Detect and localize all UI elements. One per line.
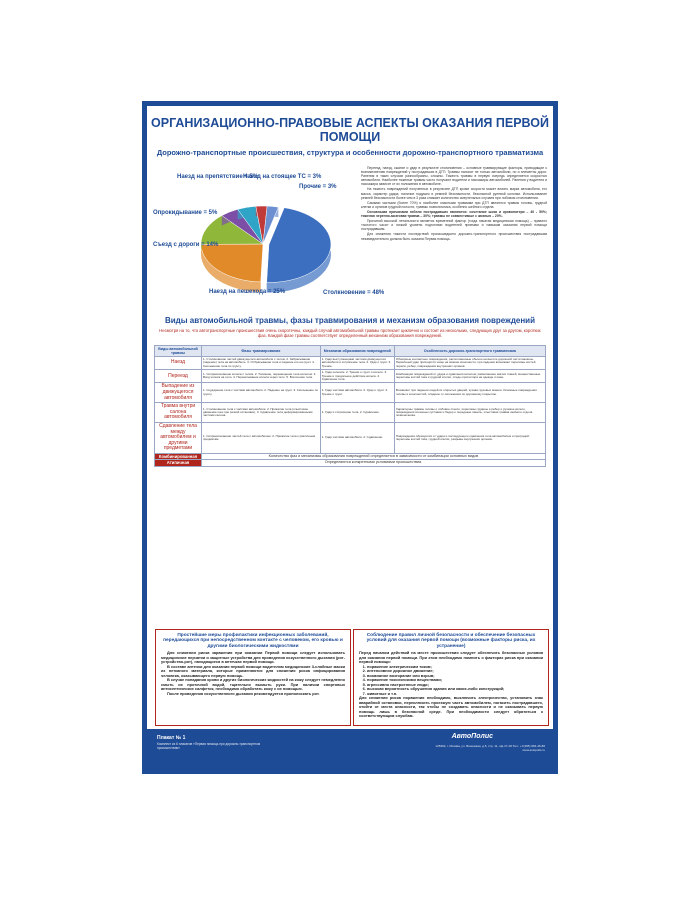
pie-label: Столкновение = 48% (323, 290, 385, 296)
table-cell-wide: Количество фаз и механизмы образования повреждений определяется в зависимости от комбинации основных видов (202, 453, 546, 459)
risk-item: 5. агрессивно настроенные люди; (367, 683, 543, 688)
table-row (155, 370, 546, 383)
table-header: Фазы травмирования (202, 346, 321, 357)
table-cell-wide: Определяются конкретными условиями происшествия. (202, 460, 546, 466)
table-cell-mech: 1. Удар выступающими частями движущегося автомобиля и сотрясение тела. 2. Удар о грунт. 3. Трение. (320, 357, 394, 370)
table-cell-mech: 1. Удар частями автомобиля. 2. Удар о грунт. 3. Трение о грунт. (320, 383, 394, 403)
pie-label: Съезд с дороги = 14% (153, 242, 219, 248)
table-cell-feat: Повреждения образуются от удара и последующего сдавления тела автомобилем и преградой: переломы костей таза, грудной клетки, разрывы внутренних органов. (394, 423, 545, 454)
table-cell-type: Выпадение из движущегося автомобиля (155, 383, 202, 403)
safety-intro: Перед началом действий на месте происшествия следует обеспечить безопасные условия для оказания первой помощи. При этом необходимо помнить о факторах риска при оказании первой помощи: (359, 650, 543, 665)
table-cell-phases: 1. Столкновение частей движущегося автомобиля с телом. 2. Забрасывание (падение) тела на автомобиль. 3. Отбрасывание тела и падение его на грунт. 4. Скольжение тела по грунту. (202, 357, 321, 370)
table-cell-phases: 1. Столкновение тела с частями автомобиля. 2. Прижатие тела (хлыстовое движение шеи при резкой остановке). 3. Сдавление тела деформированными частями салона. (202, 403, 321, 423)
table-cell-type: Переезд (155, 370, 202, 383)
pie-label: Прочие = 3% (299, 184, 337, 190)
safety-box (353, 629, 549, 726)
infection-box-title: Простейшие меры профилактики инфекционных заболеваний, передающихся при непосредственном контакте с человеком, его кровью и другими биологическими жидкостями (163, 633, 343, 649)
intro-paragraph: Причиной высокой летальности является временной фактор (тогда начатая медицинская помощь) – правило «золотого часа» и низкий уровень подготовки водителей приемам и навыкам оказания первой помощи пострадавшим. (361, 219, 547, 232)
table-cell-type: Атипичная (155, 460, 202, 466)
intro-paragraph: Основными причинами гибели пострадавших являются: сочетание шока и кровопотери – 40 - 50%; тяжелая черепно-мозговая травма – 30%; травмы не совместимые с жизнью – 20%. (361, 209, 547, 219)
pie-label: Опрокидывание = 5% (153, 210, 218, 216)
safety-outro: Для снижения риска поражения необходимо, выключить электричество, установить знак аварийной остановки, переключить проезжую часть автомобилем, погасить пострадавшего, отойти от места опасности, так чтобы не создавать опасности и не оказывать первую помощь лишь в безопасной среде. При необходимости следует обратиться к соответствующим службам. (359, 695, 543, 719)
table-row (155, 357, 546, 370)
poster-number: Плакат № 1 (157, 735, 186, 741)
table-header: Особенность дорожно-транспортного травматизма (394, 346, 545, 357)
table-cell-mech: 1. Удар частями автомобиля. 2. Сдавление. (320, 423, 394, 454)
table-cell-type: Сдавление тела между автомобилем и другими предметами (155, 423, 202, 454)
table-cell-mech: 1. Удар и сотрясение тела. 2. Сдавление. (320, 403, 394, 423)
intro-text (361, 166, 547, 316)
intro-paragraph: Переезд, наезд, сжатие и удар в результате столкновения – основные травмирующие факторы, приводящие к возникновению повреждений у пострадавших в ДТП. Травмы наносят не только автомобили, но и элементы дорог. Ранения в таких случаях разнообразны, сложны. Тяжесть травмы в первую очередь определяется скоростью автомобиля. Наиболее тяжелые травмы часто получают водители и пассажиры автомобилей. Ранения у водителя и пассажира зависят от их положения в автомобиле. (361, 166, 547, 187)
table-cell-feat: Возникает при падении людей из открытых дверей, кузова грузовых машин. Основные повреждения головы и конечностей, ссадины от скольжения по дорожному покрытию. (394, 383, 545, 403)
table-cell-feat: Комбинация повреждений от удара и сдавления колесом: размозжение мягких тканей, множественные переломы костей таза и грудной клетки, следы протектора на одежде и коже. (394, 370, 545, 383)
risk-item: 4. поражение токсическими веществами; (367, 678, 543, 683)
page-title: ОРГАНИЗАЦИОННО-ПРАВОВЫЕ АСПЕКТЫ ОКАЗАНИЯ ПЕРВОЙ ПОМОЩИ (151, 116, 549, 144)
table-cell-feat: Обширные контактные повреждения, расположенные обычно на высоте дорожной части машины. Первичный удар приходится чаще на нижние конечности, при падении возникают переломы костей черепа, ребер, повреждения внутренних органов. (394, 357, 545, 370)
risk-item: 7. животные и т.п. (367, 692, 543, 697)
footer-left-text: Комплект из 6 плакатов «Первая помощь при дорожно-транспортном происшествии» (157, 742, 261, 750)
table-cell-phases: 1. Соприкосновение колеса с телом. 2. Толкание, перемещение тела колесом. 3. Вход колеса на тело. 4. Перекатывание колеса через тело. 5. Волочение тела. (202, 370, 321, 383)
infection-box (155, 629, 351, 726)
table-header: Виды автомобильной травмы (155, 346, 202, 357)
poster (142, 101, 558, 774)
page-subtitle: Дорожно-транспортные происшествия, структура и особенности дорожно-транспортного травматизма (156, 148, 544, 157)
table-header: Механизм образования повреждений (320, 346, 394, 357)
infection-paragraph: В случае попадания крови и других биологических жидкостей на кожу следует немедленно смыть их проточной водой, тщательно вымыть руки. При наличии спиртовых антисептических салфеток, необходимо обработать кожу с их помощью. (161, 677, 346, 692)
section-title: Виды автомобильной травмы, фазы травмирования и механизм образования повреждений (164, 316, 536, 325)
infection-paragraph: После проведения искусственного дыхания рекомендуется прополоскать рот. (167, 690, 320, 696)
pie-chart (151, 166, 385, 306)
table-row (155, 460, 546, 466)
footer (147, 729, 553, 769)
intro-paragraph: На тяжесть повреждений полученных в результате ДТП кроме скорости может влиять марка автомобиля, его масса, характер удара, наличие подушек и ремней безопасности, безопасной рулевой колонки. Использование ремней безопасности более чем в 3 раза снижает количество смертельных случаев при лобовом столкновении. (361, 187, 547, 200)
table-row (155, 423, 546, 454)
brand-logo: АвтоПолис (451, 733, 493, 740)
table-cell-feat: Характерны травмы головы о лобовое стекло, переломы грудины и ребер о рулевое колесо, повреждения коленных суставов и бедер о переднюю панель, хлыстовая травма шейного отдела позвоночника. (394, 403, 545, 423)
infection-paragraph: В составе аптечки для оказания первой помощи водителям медицинские 3-слойные маски из нетканого материала, которые применяются для снижения риска инфицирования человека, оказывающего первую помощь. (161, 663, 345, 678)
pie-label: Наезд на пешехода = 25% (209, 289, 286, 295)
pie-label: Наезд на стоящее ТС = 3% (243, 174, 322, 180)
table-cell-type: Наезд (155, 357, 202, 370)
risk-item: 1. поражение электрическим током; (367, 665, 543, 670)
table-cell-phases: 1. Соударение тела с частями автомобиля. 2. Падение на грунт. 3. Скольжение по грунту. (202, 383, 321, 403)
footer-address: 125362, г. Москва, ул. Вишневая, д.5, стр. 11, оф.17-18 Тел.: +7(495) 981-46-86 www.avtopolis.ru (435, 744, 545, 752)
risk-item: 2. интенсивное дорожное движение; (367, 669, 543, 674)
section-subtitle: Несмотря на то, что автотранспортные происшествия очень скоротечны, каждый случай автомобильной травмы протекает циклично и состоит из нескольких, следующих друг за другом, коротких фаз. Каждой фазе травмы соответствует определенный механизм образования повреждений. (159, 328, 541, 338)
table-cell-phases: 1. Соприкосновение частей тела с автомобилем. 2. Прижатие тела к различным предметам. (202, 423, 321, 454)
infection-paragraph: Для снижения риска заражения при оказании Первой помощи следует использовать медицинские перчатки и защитные устройства для проведения искусственного дыхания (рот-устройство-рот), находящиеся в аптечках первой помощи. (161, 650, 345, 665)
intro-paragraph: Для снижения тяжести последствий произошедшего дорожно-транспортного происшествия пострадавшим незамедлительно должна быть оказана Первая помощь. (361, 232, 547, 241)
pie-label: Наезд на препятствие = 5% (177, 174, 259, 180)
table-cell-type: Травма внутри салона автомобиля (155, 403, 202, 423)
pie-slice (201, 244, 263, 282)
table-cell-mech: 1. Удар колесом. 2. Трение о грунт и колесо. 3. Трение и продольное действие колеса. 4. Сдавление тела. (320, 370, 394, 383)
risk-item: 3. возможное возгорание или взрыв; (367, 674, 543, 679)
safety-box-title: Соблюдение правил личной безопасности и обеспечение безопасных условий для оказания первой помощи (возможные факторы риска, их устранение) (366, 633, 536, 649)
table-cell-type: Комбинированная (155, 453, 202, 459)
table-row (155, 403, 546, 423)
intro-paragraph: Самыми частыми (более 70%) и наиболее опасными травмами при ДТП являются травмы головы, грудной клетки и органов грудной полости, травмы позвоночника, особенно шейного отдела. (361, 200, 547, 209)
trauma-table (154, 345, 546, 467)
risk-item: 6. высокая вероятность обрушения здания или каких-либо конструкций; (367, 687, 543, 692)
table-row (155, 383, 546, 403)
